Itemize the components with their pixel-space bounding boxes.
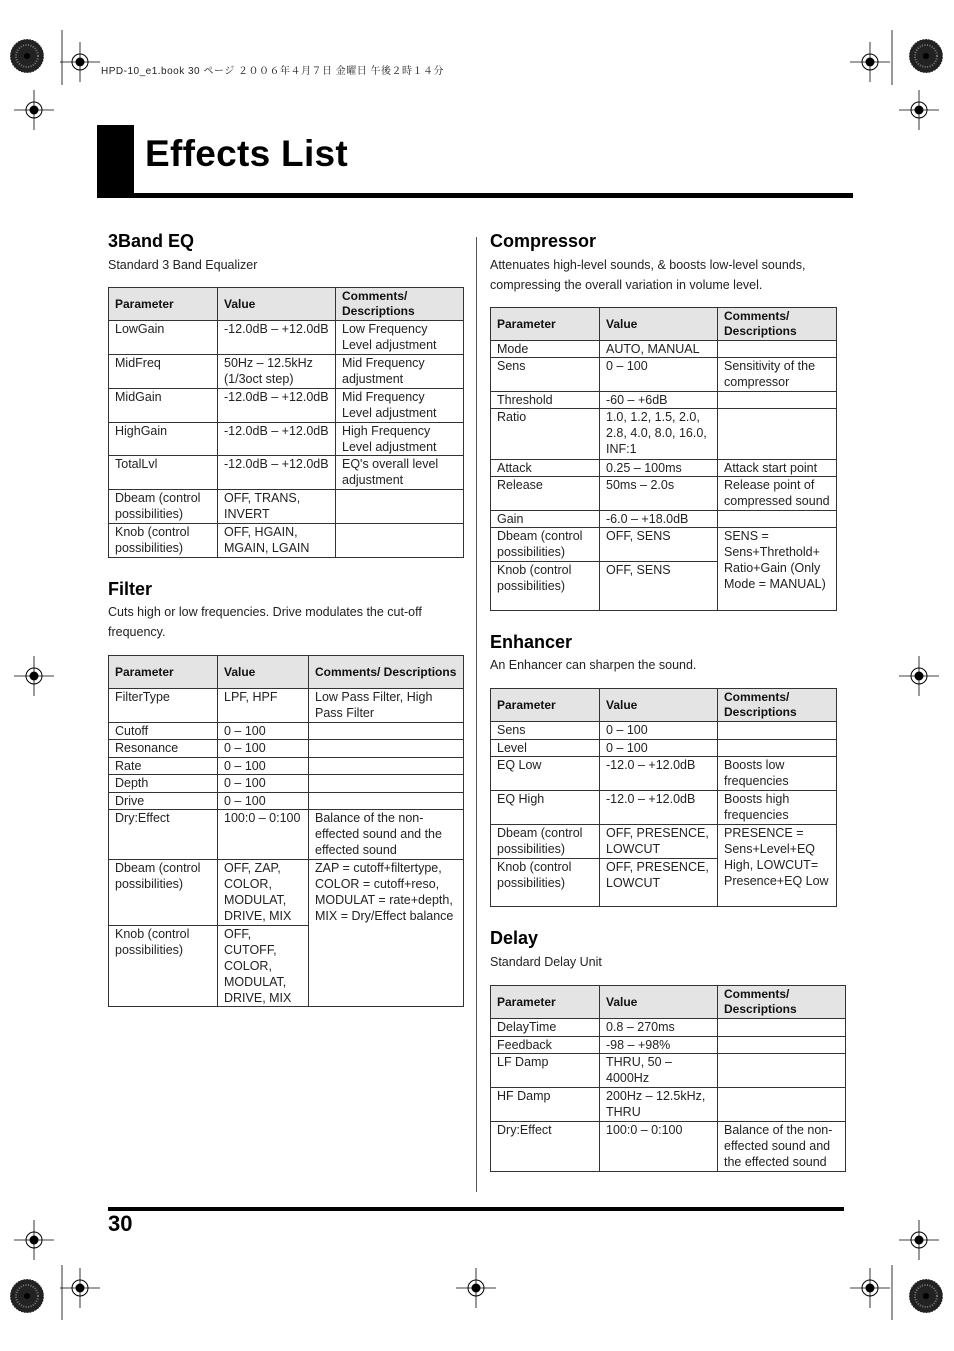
cell-comment: [718, 409, 837, 460]
column-divider: [476, 237, 477, 1192]
cell-value: -98 – +98%: [600, 1037, 718, 1054]
cell-comment: [309, 723, 464, 740]
section-desc-enhancer: An Enhancer can sharpen the sound.: [490, 658, 697, 672]
cell-value: 0 – 100: [600, 722, 718, 740]
cell-parameter: Resonance: [109, 740, 218, 758]
cell-parameter: EQ High: [491, 791, 600, 825]
cell-comment: Attack start point: [718, 460, 837, 477]
cell-value: OFF, TRANS, INVERT: [218, 490, 336, 524]
cell-value: LPF, HPF: [218, 689, 309, 723]
cell-comment: Balance of the non-effected sound and the effected sound: [718, 1122, 846, 1172]
section-desc-delay: Standard Delay Unit: [490, 955, 602, 969]
cell-comment: [309, 758, 464, 775]
cell-comment: [718, 511, 837, 528]
cell-comment: Boosts low frequencies: [718, 757, 837, 791]
table-3band-eq: [108, 287, 464, 558]
cell-value: 0 – 100: [600, 358, 718, 392]
cell-parameter: Mode: [491, 341, 600, 358]
table-delay: [490, 985, 846, 1172]
section-title-compressor: Compressor: [490, 231, 597, 251]
cell-comment: [718, 740, 837, 757]
cell-parameter: Knob (control possibilities): [109, 926, 218, 1007]
cell-parameter: Gain: [491, 511, 600, 528]
cell-parameter: MidFreq: [109, 355, 218, 389]
cell-value: 0.25 – 100ms: [600, 460, 718, 477]
cell-comment: Balance of the non-effected sound and the effected sound: [309, 810, 464, 860]
cell-value: 0.8 – 270ms: [600, 1019, 718, 1037]
cell-parameter: Dry:Effect: [109, 810, 218, 860]
cell-parameter: Sens: [491, 358, 600, 392]
cell-comment: [718, 1088, 846, 1122]
cell-value: OFF, HGAIN, MGAIN, LGAIN: [218, 524, 336, 558]
cell-comment: [718, 392, 837, 409]
cell-value: AUTO, MANUAL: [600, 341, 718, 358]
table-filter: [108, 655, 464, 1007]
cell-value: OFF, SENS: [600, 562, 718, 611]
cell-value: OFF, PRESENCE, LOWCUT: [600, 859, 718, 907]
section-desc-3band-eq: Standard 3 Band Equalizer: [108, 258, 258, 272]
cell-comment: [718, 1019, 846, 1037]
section-title-3band-eq: 3Band EQ: [108, 231, 195, 251]
cell-parameter: Dbeam (control possibilities): [491, 825, 600, 859]
cell-comment: High Frequency Level adjustment: [336, 423, 464, 456]
cell-parameter: Sens: [491, 722, 600, 740]
cell-parameter: Dbeam (control possibilities): [491, 528, 600, 562]
cell-parameter: LF Damp: [491, 1054, 600, 1088]
header-comments: Comments/ Descriptions: [718, 689, 837, 722]
cell-value: 0 – 100: [600, 740, 718, 757]
cell-value: 0 – 100: [218, 723, 309, 740]
header-value: Value: [600, 308, 718, 341]
title-bar: [97, 125, 134, 196]
cell-parameter: Cutoff: [109, 723, 218, 740]
title-rule: [97, 193, 853, 198]
section-desc-filter: Cuts high or low frequencies. Drive modulates the cut-off frequency.: [108, 605, 422, 639]
cell-comment: Low Pass Filter, High Pass Filter: [309, 689, 464, 723]
cell-comment: Low Frequency Level adjustment: [336, 321, 464, 355]
cell-comment: [309, 793, 464, 810]
section-desc-compressor: Attenuates high-level sounds, & boosts low-level sounds, compressing the overall variation in volume level.: [490, 258, 806, 292]
cell-parameter: Threshold: [491, 392, 600, 409]
cell-parameter: Feedback: [491, 1037, 600, 1054]
cell-value: 0 – 100: [218, 793, 309, 810]
cell-parameter: Ratio: [491, 409, 600, 460]
cell-value: -12.0 – +12.0dB: [600, 757, 718, 791]
cell-parameter: LowGain: [109, 321, 218, 355]
cell-value: OFF, ZAP, COLOR, MODULAT, DRIVE, MIX: [218, 860, 309, 926]
cell-comment: [309, 740, 464, 758]
header-value: Value: [218, 288, 336, 321]
cell-parameter: Knob (control possibilities): [109, 524, 218, 558]
cell-value: -12.0dB – +12.0dB: [218, 456, 336, 490]
cell-comment: [336, 524, 464, 558]
cell-parameter: HighGain: [109, 423, 218, 456]
cell-comment: Mid Frequency adjustment: [336, 355, 464, 389]
cell-value: 0 – 100: [218, 758, 309, 775]
cell-value: 50ms – 2.0s: [600, 477, 718, 511]
header-parameter: Parameter: [109, 656, 218, 689]
header-comments: Comments/ Descriptions: [336, 288, 464, 321]
cell-comment: [718, 722, 837, 740]
cell-value: -12.0dB – +12.0dB: [218, 389, 336, 423]
cell-parameter: DelayTime: [491, 1019, 600, 1037]
cell-parameter: Rate: [109, 758, 218, 775]
cell-comment: PRESENCE = Sens+Level+EQ High, LOWCUT= Presence+EQ Low: [718, 825, 837, 907]
cell-parameter: MidGain: [109, 389, 218, 423]
section-title-filter: Filter: [108, 579, 153, 599]
cell-value: 0 – 100: [218, 775, 309, 793]
cell-value: OFF, SENS: [600, 528, 718, 562]
cell-comment: Mid Frequency Level adjustment: [336, 389, 464, 423]
cell-value: OFF, PRESENCE, LOWCUT: [600, 825, 718, 859]
header-comments: Comments/ Descriptions: [309, 656, 464, 689]
cell-comment: ZAP = cutoff+filtertype, COLOR = cutoff+reso, MODULAT = rate+depth, MIX = Dry/Effect balance: [309, 860, 464, 1007]
print-header: HPD-10_e1.book 30 ページ ２００６年４月７日 金曜日 午後２時１４分: [101, 66, 445, 77]
cell-value: -12.0 – +12.0dB: [600, 791, 718, 825]
cell-parameter: Depth: [109, 775, 218, 793]
cell-comment: [718, 1037, 846, 1054]
cell-parameter: Attack: [491, 460, 600, 477]
cell-comment: [718, 1054, 846, 1088]
cell-value: 1.0, 1.2, 1.5, 2.0, 2.8, 4.0, 8.0, 16.0, INF:1: [600, 409, 718, 460]
cell-comment: [309, 775, 464, 793]
cell-value: -12.0dB – +12.0dB: [218, 321, 336, 355]
page-number: 30: [108, 1211, 133, 1236]
header-parameter: Parameter: [491, 986, 600, 1019]
footer-rule: [108, 1207, 844, 1211]
cell-parameter: Knob (control possibilities): [491, 562, 600, 611]
cell-parameter: EQ Low: [491, 757, 600, 791]
cell-value: 100:0 – 0:100: [600, 1122, 718, 1172]
header-value: Value: [600, 689, 718, 722]
cell-comment: Boosts high frequencies: [718, 791, 837, 825]
page-title: Effects List: [145, 133, 349, 174]
cell-comment: EQ's overall level adjustment: [336, 456, 464, 490]
cell-parameter: TotalLvl: [109, 456, 218, 490]
cell-value: 0 – 100: [218, 740, 309, 758]
cell-value: -60 – +6dB: [600, 392, 718, 409]
header-value: Value: [600, 986, 718, 1019]
cell-value: OFF, CUTOFF, COLOR, MODULAT, DRIVE, MIX: [218, 926, 309, 1007]
table-enhancer: [490, 688, 837, 907]
cell-value: THRU, 50 – 4000Hz: [600, 1054, 718, 1088]
cell-value: 200Hz – 12.5kHz, THRU: [600, 1088, 718, 1122]
cell-parameter: FilterType: [109, 689, 218, 723]
header-parameter: Parameter: [491, 308, 600, 341]
header-parameter: Parameter: [109, 288, 218, 321]
cell-parameter: Dbeam (control possibilities): [109, 490, 218, 524]
cell-comment: SENS = Sens+Threthold+ Ratio+Gain (Only Mode = MANUAL): [718, 528, 837, 611]
cell-value: 100:0 – 0:100: [218, 810, 309, 860]
cell-parameter: Dry:Effect: [491, 1122, 600, 1172]
cell-parameter: Release: [491, 477, 600, 511]
cell-parameter: Level: [491, 740, 600, 757]
header-parameter: Parameter: [491, 689, 600, 722]
header-value: Value: [218, 656, 309, 689]
cell-comment: [336, 490, 464, 524]
cell-comment: Release point of compressed sound: [718, 477, 837, 511]
cell-comment: Sensitivity of the compressor: [718, 358, 837, 392]
table-compressor: [490, 307, 837, 611]
cell-comment: [718, 341, 837, 358]
cell-parameter: HF Damp: [491, 1088, 600, 1122]
header-comments: Comments/ Descriptions: [718, 308, 837, 341]
cell-parameter: Knob (control possibilities): [491, 859, 600, 907]
header-comments: Comments/ Descriptions: [718, 986, 846, 1019]
section-title-delay: Delay: [490, 928, 539, 948]
cell-value: -6.0 – +18.0dB: [600, 511, 718, 528]
section-title-enhancer: Enhancer: [490, 632, 573, 652]
cell-value: -12.0dB – +12.0dB: [218, 423, 336, 456]
cell-value: 50Hz – 12.5kHz (1/3oct step): [218, 355, 336, 389]
cell-parameter: Drive: [109, 793, 218, 810]
cell-parameter: Dbeam (control possibilities): [109, 860, 218, 926]
